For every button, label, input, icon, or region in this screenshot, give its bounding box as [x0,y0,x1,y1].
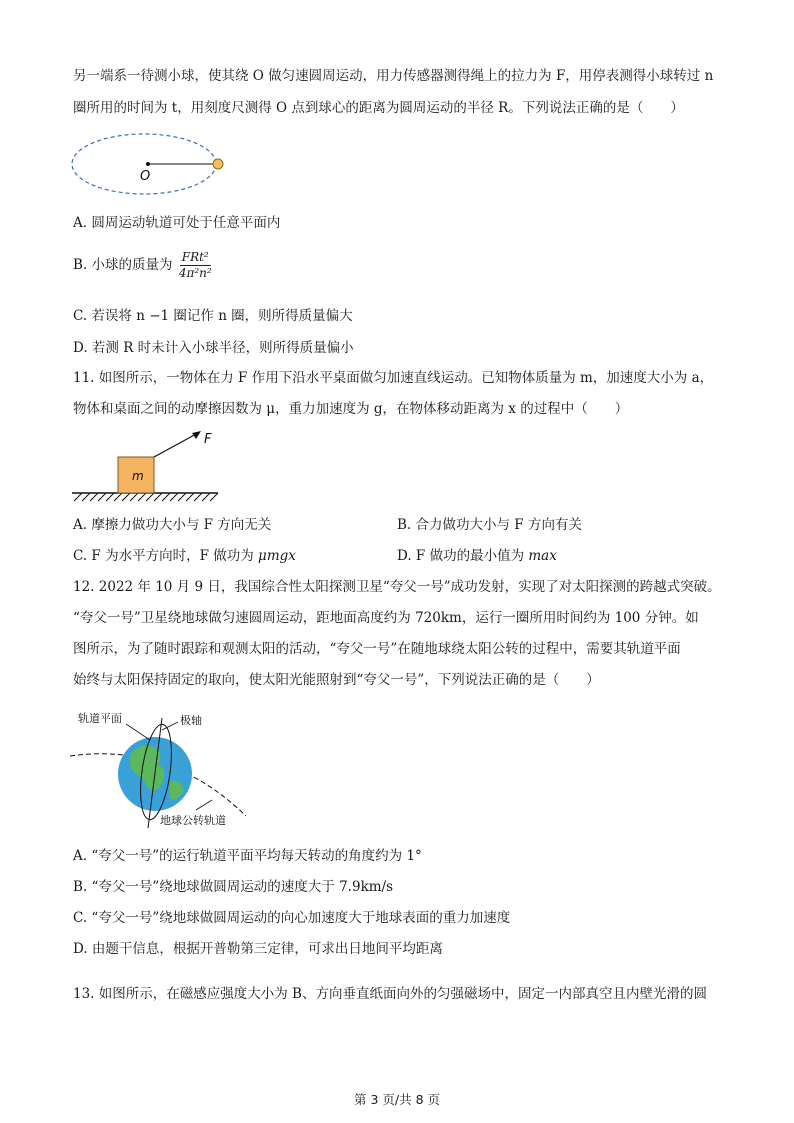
q12-option-b: B. “夸父一号”绕地球做圆周运动的速度大于 7.9km/s [73,879,394,895]
q12-leader-orbit [196,800,212,810]
q11-option-d-formula: max [528,548,557,564]
q11-option-b: B. 合力做功大小与 F 方向有关 [397,517,582,533]
q10-option-d: D. 若测 R 时未计入小球半径，则所得质量偏小 [73,340,354,356]
q11-stem-line2: 物体和桌面之间的动摩擦因数为 μ，重力加速度为 g，在物体移动距离为 x 的过程中（ ） [73,401,629,417]
q12-stem-line2: “夸父一号”卫星绕地球做匀速圆周运动，距地面高度约为 720km，运行一圈所用时间约为 100 分钟。如 [73,610,699,626]
q12-stem-line3: 图所示，为了随时跟踪和观测太阳的活动，“夸父一号”在随地球绕太阳公转的过程中，需要其轨道平面 [73,641,681,657]
q11-ground-hatching [74,493,218,501]
q10-option-c: C. 若误将 n −1 圈记作 n 圈，则所得质量偏大 [73,308,353,324]
q12-label-plane: 轨道平面 [78,712,122,725]
q11-label-f: F [204,432,212,447]
q10-label-o: O [140,169,151,184]
q10-option-b-fraction [177,250,214,281]
q11-force-arrowhead [192,431,201,439]
q11-option-a: A. 摩擦力做功大小与 F 方向无关 [73,517,272,533]
q12-stem-line1: 12. 2022 年 10 月 9 日，我国综合性太阳探测卫星“夸父一号”成功发射，实现了对太阳探测的跨越式突破。 [73,579,721,595]
q10-option-b [73,250,214,281]
q12-option-a: A. “夸父一号”的运行轨道平面平均每天转动的角度约为 1° [73,848,422,864]
q12-leader-axis [162,722,178,730]
q12-stem-line4: 始终与太阳保持固定的取向，使太阳光能照射到“夸父一号”，下列说法正确的是（ ） [73,672,600,688]
q11-option-c-prefix: C. F 为水平方向时，F 做功为 [73,548,259,564]
q11-force-arrow [154,433,198,457]
q11-option-d-prefix: D. F 做功的最小值为 [397,548,529,564]
q11-label-m: m [132,469,144,483]
q13-stem-line1: 13. 如图所示，在磁感应强度大小为 B、方向垂直纸面向外的匀强磁场中，固定一内部真空且内壁光滑的圆 [73,986,707,1002]
q10-figure-circular-motion [70,128,240,202]
q10-option-b-numerator: FRt² [181,250,209,264]
q11-figure-block [70,425,230,505]
q12-leader-plane [126,724,150,740]
q10-stem-line1: 另一端系一待测小球，使其绕 O 做匀速圆周运动，用力传感器测得绳上的拉力为 F，用停表测得小球转过 n [73,68,714,84]
q11-option-c [73,546,296,566]
q10-option-b-denominator: 4π²n² [178,266,212,280]
q10-ball [213,159,223,169]
q11-option-d [397,546,557,566]
q10-option-a: A. 圆周运动轨道可处于任意平面内 [73,215,281,231]
page-footer: 第 3 页/共 8 页 [353,1092,440,1107]
q11-option-c-formula: μmgx [258,548,296,564]
q10-stem-line2: 圈所用的时间为 t，用刻度尺测得 O 点到球心的距离为圆周运动的半径 R。下列说法正确的是（ ） [73,100,684,116]
q12-label-axis: 极轴 [180,714,202,727]
q10-option-b-prefix: B. 小球的质量为 [73,257,173,273]
q11-stem-line1: 11. 如图所示，一物体在力 F 作用下沿水平桌面做匀加速直线运动。已知物体质量为 m，加速度大小为 a， [73,370,714,386]
q12-label-orbit: 地球公转轨道 [160,814,226,827]
q12-option-c: C. “夸父一号”绕地球做圆周运动的向心加速度大于地球表面的重力加速度 [73,910,511,926]
q12-option-d: D. 由题干信息，根据开普勒第三定律，可求出日地间平均距离 [73,941,443,957]
q12-figure-earth-orbit [70,704,270,832]
